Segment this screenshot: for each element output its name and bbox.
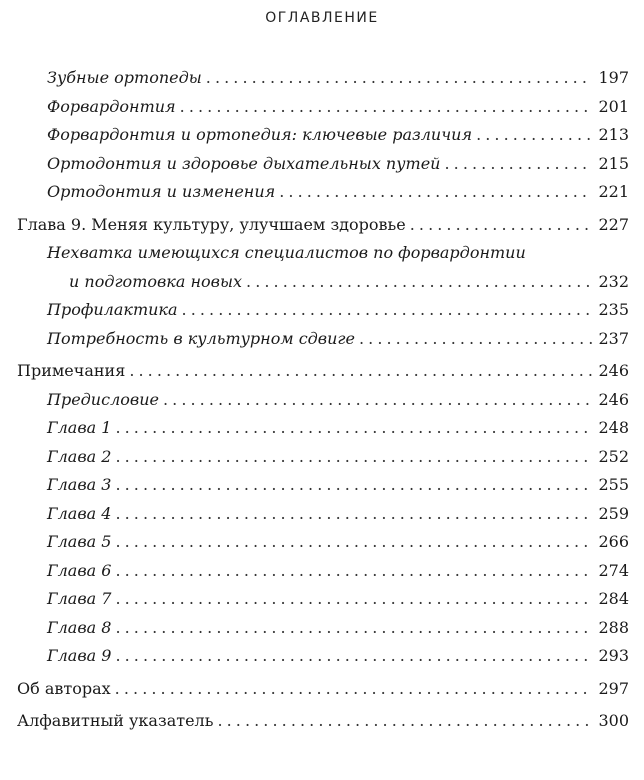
toc-entry-page: 213 [598,125,629,144]
toc-entry-page: 259 [598,503,629,523]
toc-entry-page: 284 [598,589,629,608]
dot-leader [163,386,592,415]
toc-entry-title: Глава 2 [47,446,112,466]
toc-entry-title: Предисловие [47,389,159,409]
dot-leader [444,150,592,179]
toc-entry-page: 197 [598,68,629,87]
toc-entry[interactable] [17,557,629,586]
dot-leader [476,121,592,150]
dot-leader [115,557,592,586]
toc-entry-title-line2: и подготовка новых [69,271,243,291]
toc-entry-page: 227 [598,214,629,234]
toc-entry[interactable] [17,471,629,500]
toc-entry[interactable] [17,414,629,443]
dot-leader [359,325,592,354]
toc-chapter-entry[interactable] [17,211,629,240]
dot-leader [182,296,593,325]
toc-entry-page: 246 [598,361,629,380]
toc-entry[interactable] [17,121,629,150]
toc-entry-page: 246 [598,389,629,409]
toc-entry[interactable] [17,443,629,472]
dot-leader [115,528,592,557]
toc-entry[interactable] [17,500,629,529]
toc-entry-title: Глава 6 [47,560,112,580]
dot-leader [115,585,592,614]
toc-entry-title: Глава 3 [47,475,112,494]
toc-entry-page: 252 [598,446,629,466]
toc-entry-title: Зубные ортопеды [47,68,202,87]
toc-entry[interactable] [17,614,629,643]
toc-entry-page: 215 [598,153,629,173]
toc-entry-page: 237 [598,328,629,348]
dot-leader [129,357,592,386]
toc-entry-title: Алфавитный указатель [17,711,214,730]
toc-entry[interactable] [17,178,629,207]
toc-entry-page: 248 [598,418,629,437]
toc-chapter-entry[interactable] [17,675,629,704]
toc-entry-page: 221 [598,182,629,201]
dot-leader [217,707,592,736]
page-header: ОГЛАВЛЕНИЕ [265,10,379,26]
dot-leader [180,93,593,122]
dot-leader [115,614,592,643]
toc-chapter-entry[interactable] [17,357,629,386]
toc-entry[interactable] [17,239,629,296]
toc-entry-page: 288 [598,617,629,637]
dot-leader [115,675,593,704]
toc-entry-page: 274 [598,560,629,580]
toc-entry-title: Ортодонтия и здоровье дыхательных путей [47,153,441,173]
toc-entry-title: Глава 5 [47,532,112,551]
toc-entry-page: 255 [598,475,629,494]
toc-entry[interactable] [17,150,629,179]
toc-entry[interactable] [17,585,629,614]
toc-chapter-entry[interactable] [17,707,629,736]
toc-entry-page: 293 [598,646,629,665]
toc-entry-page: 300 [598,711,629,730]
dot-leader [410,211,593,240]
toc-entry-title: Глава 9. Меняя культуру, улучшаем здоровье [17,214,406,234]
dot-leader [115,471,592,500]
toc-entry[interactable] [17,642,629,671]
toc-entry[interactable] [17,64,629,93]
toc-entry-title: Глава 7 [47,589,112,608]
dot-leader [279,178,592,207]
toc-entry-page: 266 [598,532,629,551]
toc-entry[interactable] [17,93,629,122]
dot-leader [115,642,592,671]
toc-entry-page: 235 [598,300,629,319]
dot-leader [206,64,593,93]
table-of-contents [17,64,629,736]
toc-entry-title: Примечания [17,361,126,380]
toc-entry-title-line1: Нехватка имеющихся специалистов по форвардонтии [47,243,526,262]
toc-entry-title: Глава 1 [47,418,112,437]
toc-entry-title: Форвардонтия [47,96,176,116]
toc-entry[interactable] [17,296,629,325]
toc-entry-page: 297 [598,678,629,698]
toc-entry[interactable] [17,325,629,354]
dot-leader [246,268,592,297]
toc-entry-title: Ортодонтия и изменения [47,182,276,201]
toc-entry-title: Форвардонтия и ортопедия: ключевые различия [47,125,473,144]
dot-leader [115,500,592,529]
dot-leader [115,443,592,472]
toc-entry-title: Глава 4 [47,503,112,523]
toc-entry[interactable] [17,386,629,415]
toc-entry-title: Потребность в культурном сдвиге [47,328,355,348]
toc-entry-page: 201 [598,96,629,116]
toc-entry-title: Об авторах [17,678,111,698]
dot-leader [115,414,592,443]
toc-entry-title: Профилактика [47,300,178,319]
toc-entry-title: Глава 8 [47,617,112,637]
toc-entry[interactable] [17,528,629,557]
toc-entry-title: Глава 9 [47,646,112,665]
toc-entry-page: 232 [598,271,629,291]
